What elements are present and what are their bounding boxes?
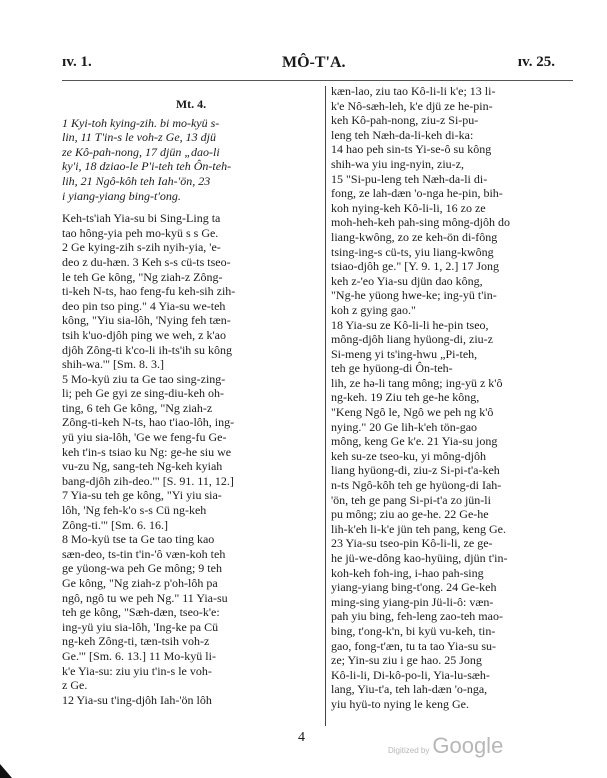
text-line: 5 Mo-kyü ziu ta Ge tao sing-zing-: [62, 371, 226, 386]
digitized-prefix: Digitized by: [388, 746, 430, 755]
text-line: keh z-'eo Yia-su djün dao kông,: [331, 273, 483, 288]
text-line: le teh Ge kông, "Ng ziah-z Zông-: [62, 269, 223, 284]
text-line: 23 Yia-su tseo-pin Kô-li-li, ze ge-: [331, 536, 493, 551]
text-line: mông-djôh liang hyüong-di, ziu-z: [331, 332, 493, 347]
text-line: kông, "Yiu sia-lôh, 'Nying feh tæn-: [62, 313, 231, 328]
summary-line: ky'i, 18 dziao-le P'i-teh teh Ôn-teh-: [62, 159, 232, 174]
text-line: tsiao-djôh ge." [Y. 9. 1, 2.] 17 Jong: [331, 259, 499, 274]
header-right-reference: ɪv. 25.: [517, 54, 555, 70]
text-line: 15 "Si-pu-leng teh Næh-da-li di-: [331, 171, 488, 186]
text-line: ting, 6 teh Ge kông, "Ng ziah-z: [62, 400, 213, 415]
text-line: 8 Mo-kyü tse ta Ge tao ting kao: [62, 532, 215, 547]
text-line: koh z gying gao.": [331, 302, 416, 317]
text-line: deo z du-hæn. 3 Keh s-s cü-ts tseo-: [62, 254, 231, 269]
summary-line: i yiang-yiang bing-t'ong.: [62, 188, 181, 203]
text-line: djôh Zông-ti k'co-li ih-ts'ih su kông: [62, 342, 232, 357]
text-line: keh su-ze tseo-ku, yi mông-djôh: [331, 448, 486, 463]
column-divider: [325, 86, 326, 726]
text-line: ti-keh N-ts, hao feng-fu keh-sih zih-: [62, 284, 236, 299]
text-line: z Ge.: [62, 678, 88, 693]
text-line: teh ge hyüong-di Ôn-teh-: [331, 361, 453, 376]
summary-line: ze Kô-pah-nong, 17 djün „dao-li: [62, 144, 220, 159]
text-line: Keh-ts'iah Yia-su bi Sing-Ling ta: [62, 211, 221, 226]
digitized-watermark: [388, 733, 503, 759]
text-line: vu-zu Ng, sang-teh Ng-keh kyiah: [62, 459, 223, 474]
text-line: yiu hyü-to nying le keng Ge.: [331, 696, 469, 711]
text-line: n-ts Ngô-kôh teh ge hyüong-di Iah-: [331, 478, 502, 493]
text-line: pu mông; ziu ao ge-he. 22 Ge-he: [331, 507, 489, 522]
text-line: 18 Yia-su ze Kô-li-li he-pin tseo,: [331, 317, 489, 332]
text-line: shih-wa.'" [Sm. 8. 3.]: [62, 357, 165, 372]
text-line: Ge.'" [Sm. 6. 13.] 11 Mo-kyü li-: [62, 648, 216, 663]
text-line: deo pin tso ping." 4 Yia-su we-teh: [62, 298, 226, 313]
text-line: li; peh Ge gyi ze sing-diu-keh oh-: [62, 386, 224, 401]
text-line: ming-sing yiang-pin Jü-li-ô: væn-: [331, 594, 494, 609]
text-line: bang-djôh zih-deo.'" [S. 91. 11, 12.]: [62, 473, 234, 488]
summary-line: lin, 11 T'in-s le voh-z Ge, 13 djü: [62, 130, 216, 145]
summary-line: lih, 21 Ngô-kôh teh Iah-'ön, 23: [62, 173, 211, 188]
text-line: ing-yü yiu sia-lôh, 'Ing-ke pa Cü: [62, 619, 219, 634]
text-line: 'ön, teh ge pang Si-pi-t'a zo jün-li: [331, 492, 491, 507]
text-line: Ge kông, "Ng ziah-z p'oh-lôh pa: [62, 576, 218, 590]
text-line: 2 Ge kying-zih s-zih nyih-yia, 'e-: [62, 240, 221, 255]
text-line: 12 Yia-su t'ing-djôh Iah-'ön lôh: [62, 692, 212, 707]
text-line: ze; Yin-su ziu i ge hao. 25 Jong: [331, 653, 482, 668]
chapter-summary: [62, 116, 320, 212]
page-number: 4: [298, 730, 305, 745]
text-line: tao hông-yia peh mo-kyü s s Ge.: [62, 225, 219, 240]
text-line: Si-meng yi ts'ing-hwu „Pi-teh,: [331, 346, 478, 361]
text-line: shih-wa yiu ing-nyin, ziu-z,: [331, 156, 464, 171]
text-line: fong, ze lah-dæn 'o-nga he-pin, bih-: [331, 186, 503, 201]
text-line: sæn-deo, ts-tin t'in-'ô væn-koh teh: [62, 546, 226, 561]
text-line: tsing-ing-s cü-ts, yiu liang-kwông: [331, 244, 494, 259]
text-line: koh nying-keh Kô-li-li, 16 zo ze: [331, 200, 486, 215]
chapter-heading: Mt. 4.: [175, 97, 207, 111]
text-line: moh-heh-keh pah-sing mông-djôh do: [331, 215, 510, 230]
text-line: teh ge kông, "Sæh-dæn, tseo-k'e:: [62, 605, 220, 620]
text-line: lôh, 'Ng feh-k'o s-s Cü ng-keh: [62, 503, 207, 518]
text-line: ng-keh Zông-ti, tæn-tsih voh-z: [62, 634, 210, 649]
summary-line: 1 Kyi-toh kying-zih. bi mo-kyü s-: [62, 115, 220, 130]
text-line: Zông-ti-keh N-ts, hao t'iao-lôh, ing-: [62, 415, 235, 430]
text-line: tsih k'uo-djôh ping we weh, z k'ao: [62, 327, 226, 342]
text-line: Kô-li-li, Di-kô-po-li, Yia-lu-sæh-: [331, 667, 490, 682]
text-line: he jü-we-dông kao-hyüing, djün t'in-: [331, 551, 508, 565]
text-line: nying." 20 Ge lih-k'eh tön-gao: [331, 419, 478, 434]
text-line: ge yüong-wa peh Ge mông; 9 teh: [62, 561, 222, 576]
left-column: [62, 97, 320, 707]
text-line: ng-keh. 19 Ziu teh ge-he kông,: [331, 390, 480, 405]
text-line: Zông-ti.'" [Sm. 6. 16.]: [62, 517, 169, 532]
text-line: "Keng Ngô le, Ngô we peh ng k'ô: [331, 405, 494, 420]
header-title: MÔ-T'A.: [282, 54, 346, 71]
google-logo: Google: [432, 733, 504, 758]
text-line: pah yiu bing, feh-leng zao-teh mao-: [331, 609, 503, 624]
header-left-reference: ɪv. 1.: [62, 54, 92, 70]
right-column: [331, 84, 573, 712]
text-line: k'e Nô-sæh-leh, k'e djü ze he-pin-: [331, 98, 493, 113]
page-corner-mark: [0, 764, 12, 778]
header-rule: [62, 80, 573, 81]
text-line: ngô, ngô tu we peh Ng." 11 Yia-su: [62, 590, 228, 605]
left-body-text: [62, 211, 320, 707]
text-line: lih, ze hə-li tang mông; ing-yü z k'ô: [331, 375, 503, 390]
text-line: "Ng-he yüong hwe-ke; ing-yü t'in-: [331, 288, 497, 303]
text-line: leng teh Næh-da-li-keh di-ka:: [331, 127, 474, 142]
text-line: mông, keng Ge k'e. 21 Yia-su jong: [331, 434, 498, 449]
text-line: lang, Yiu-t'a, teh lah-dæn 'o-nga,: [331, 682, 488, 697]
text-line: yiang-yiang bing-t'ong. 24 Ge-keh: [331, 580, 497, 595]
text-line: 7 Yia-su teh ge kông, "Yi yiu sia-: [62, 488, 222, 503]
text-line: yü yiu sia-lôh, 'Ge we feng-fu Ge-: [62, 430, 227, 445]
text-line: keh t'in-s tsiao ku Ng: ge-he siu we: [62, 444, 232, 459]
text-line: keh Kô-pah-nong, ziu-z Si-pu-: [331, 113, 479, 128]
text-line: lih-k'eh li-k'e jün teh pang, keng Ge.: [331, 521, 506, 536]
text-line: kæn-lao, ziu tao Kô-li-li k'e; 13 li-: [331, 84, 496, 98]
running-header: [0, 14, 607, 71]
text-line: 14 hao peh sin-ts Yi-se-ô su kông: [331, 142, 492, 157]
text-line: bing, t'ong-k'n, bi kyü vu-keh, tin-: [331, 623, 496, 638]
text-line: koh-keh foh-ing, i-hao pah-sing: [331, 565, 484, 580]
text-line: liang hyüong-di, ziu-z Si-pi-t'a-keh: [331, 463, 500, 478]
text-line: gao, fong-t'æn, tu ta tao Yia-su su-: [331, 638, 497, 653]
text-line: k'e Yia-su: ziu yiu t'in-s le voh-: [62, 663, 212, 678]
text-line: liang-kwông, zo ze keh-ön di-fông: [331, 229, 498, 244]
